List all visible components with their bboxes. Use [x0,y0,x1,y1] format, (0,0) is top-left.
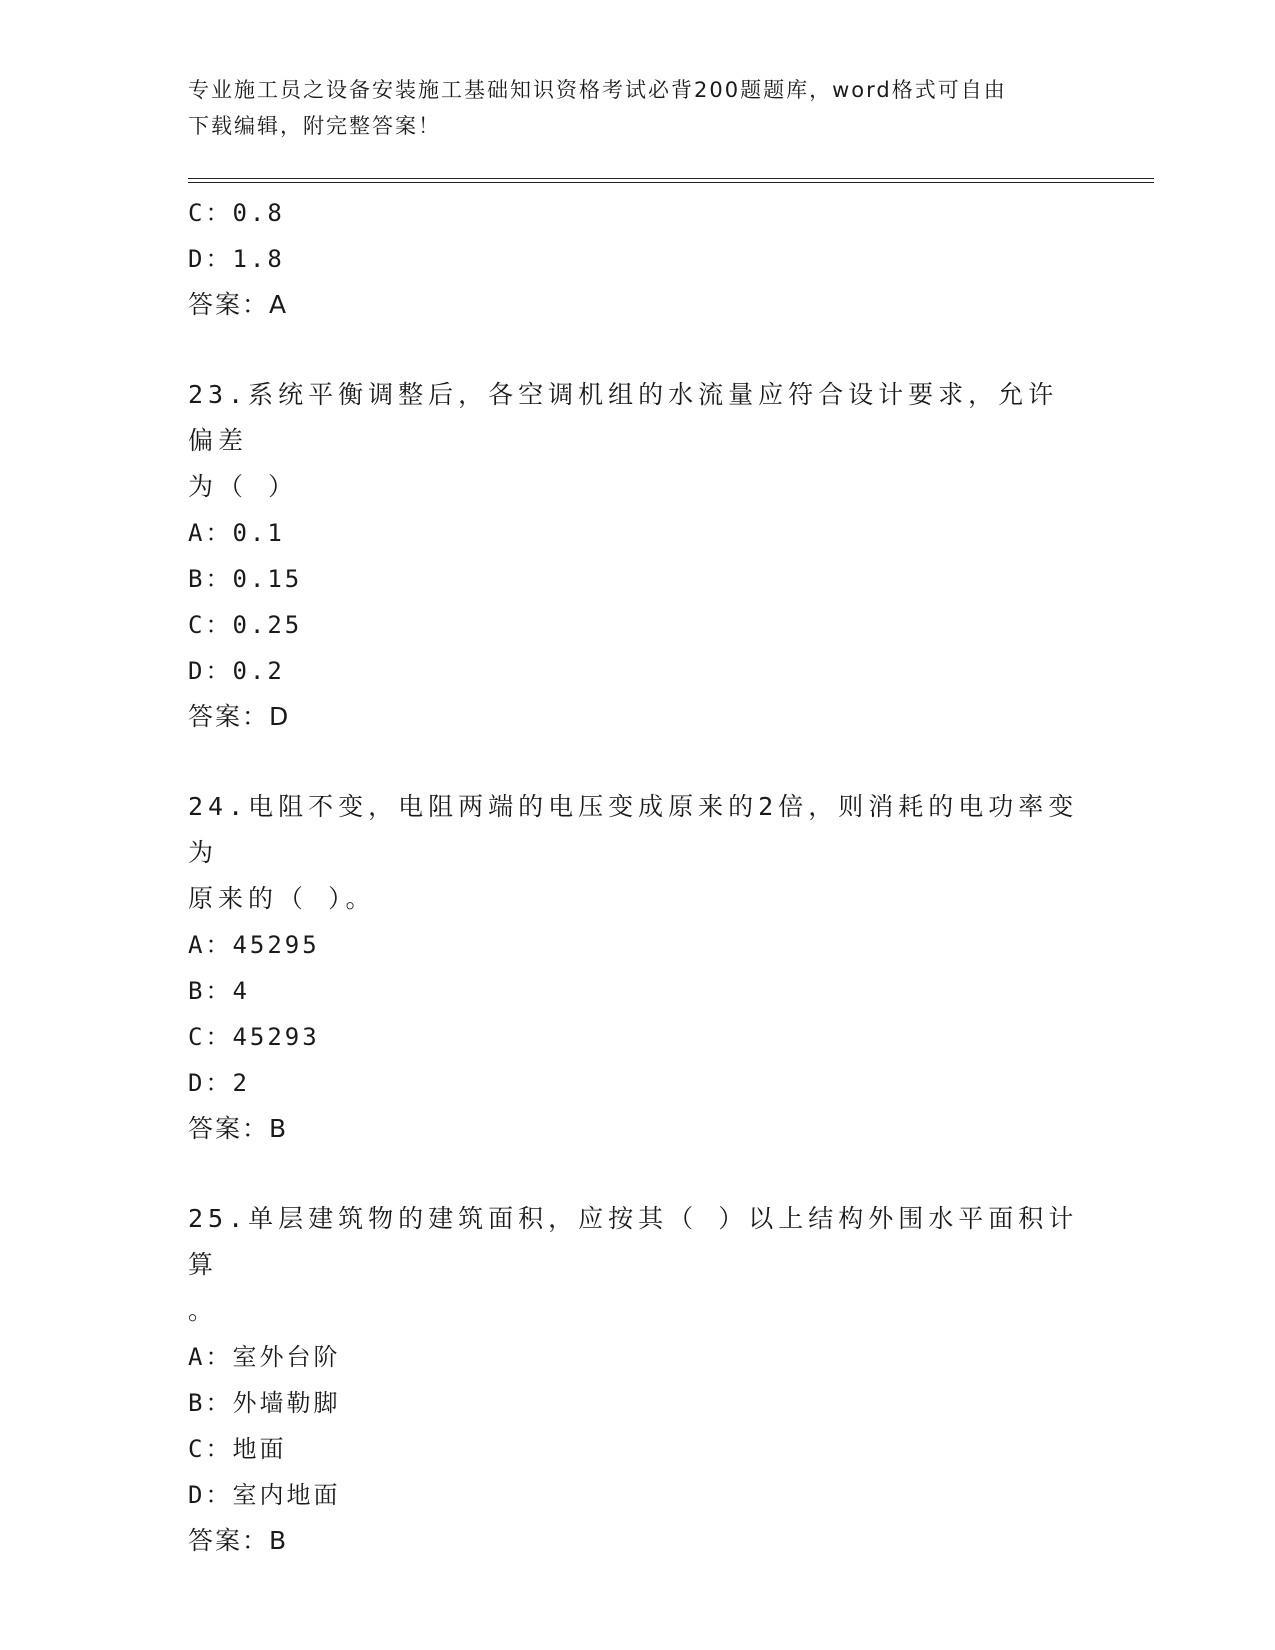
answer-line: 答案：B [188,1114,289,1143]
stem-line-2: 。 [188,1296,219,1325]
question-stem [188,1196,1088,1334]
option-d: D：0.2 [188,657,285,685]
header-divider-top [188,178,1154,179]
stem-line-1: 23.系统平衡调整后，各空调机组的水流量应符合设计要求，允许偏差 [188,380,1059,455]
answer-line: 答案：B [188,1526,289,1555]
option-c: C：0.8 [188,199,285,227]
stem-line-1: 25.单层建筑物的建筑面积，应按其（ ）以上结构外围水平面积计算 [188,1204,1079,1279]
question-23 [188,372,1088,740]
option-b: B：0.15 [188,565,303,593]
stem-line-2: 原来的（ ）。 [188,884,376,913]
question-stem [188,784,1088,922]
spacer [188,740,1088,784]
document-header [188,72,1088,144]
option-a: A：室外台阶 [188,1343,341,1371]
stem-line-1: 24.电阻不变，电阻两端的电压变成原来的2倍，则消耗的电功率变为 [188,792,1079,867]
stem-line-2: 为（ ） [188,472,299,501]
option-d: D：室内地面 [188,1481,341,1509]
question-continued [188,190,1088,328]
option-b: B：4 [188,977,250,1005]
question-24 [188,784,1088,1152]
option-c: C：0.25 [188,611,303,639]
answer-line: 答案：A [188,290,289,319]
option-c: C：45293 [188,1023,320,1051]
header-line-1: 专业施工员之设备安装施工基础知识资格考试必背200题题库，word格式可自由 [188,78,1007,102]
spacer [188,328,1088,372]
answer-line: 答案：D [188,702,291,731]
header-line-2: 下载编辑，附完整答案！ [188,114,441,138]
question-stem [188,372,1088,510]
option-c: C：地面 [188,1435,287,1463]
header-divider-bottom [188,182,1154,183]
question-25 [188,1196,1088,1564]
option-d: D：2 [188,1069,250,1097]
spacer [188,1152,1088,1196]
option-d: D：1.8 [188,245,285,273]
question-list [188,190,1088,1564]
option-a: A：0.1 [188,519,285,547]
option-b: B：外墙勒脚 [188,1389,341,1417]
option-a: A：45295 [188,931,320,959]
